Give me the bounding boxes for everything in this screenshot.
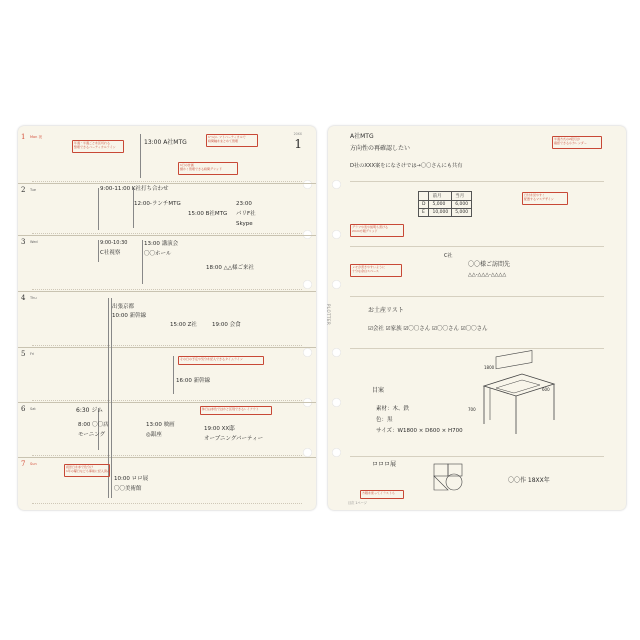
timeline-bar <box>142 240 143 284</box>
day-name: Mon 祝 <box>30 135 42 139</box>
footer-label: 目次 1ページ <box>348 501 367 505</box>
exhibit-title: ロロロ展 <box>372 461 397 468</box>
day-name: Wed <box>30 240 38 244</box>
annotation: 2mm方眼グリッド <box>352 229 378 233</box>
binder-hole <box>332 398 341 407</box>
annotation: 方眼を使ってイラストも <box>362 491 395 495</box>
entry: 6:30 ジム <box>76 407 104 414</box>
desk-dimension: 1800 <box>484 365 495 370</box>
desk-spec: サイズ：W1800 × D600 × H700 <box>376 428 463 434</box>
entry: Skype <box>236 221 253 227</box>
time-scale <box>32 398 302 401</box>
time-scale <box>32 453 302 456</box>
annotation-box <box>178 356 264 365</box>
binder-hole <box>332 348 341 357</box>
memo-line: 方向性の再確認したい <box>350 145 411 152</box>
souvenir-items: ☑会社 ☑家族 ☑〇〇さん ☑〇〇さん ☑〇〇さん <box>368 326 488 332</box>
annotation: 日付を見やすく <box>524 193 546 197</box>
annotation: 時間軸をまとめて管理 <box>208 139 239 143</box>
table-cell: E <box>419 209 429 217</box>
timeline-bar <box>133 188 134 228</box>
entry: 13:00 A社MTG <box>144 139 187 146</box>
annotation-box <box>72 140 124 153</box>
annotation: 整理できるバーティカルライン <box>74 145 116 149</box>
day-name: Sat <box>30 407 36 411</box>
day-number: 3 <box>21 238 26 246</box>
annotation-box <box>64 464 110 477</box>
table-cell: 5,000 <box>452 209 472 217</box>
annotation-box <box>552 136 602 149</box>
memo-line: 〇〇様ご訪問先 <box>468 261 511 268</box>
timeline-bar <box>140 134 141 178</box>
annotation-box <box>178 162 238 175</box>
timeline-bar <box>98 240 99 262</box>
table-cell: 6,000 <box>452 201 472 209</box>
day-number: 1 <box>21 133 26 141</box>
annotation: 配置するマスデザイン <box>524 197 554 201</box>
binder-hole <box>332 448 341 457</box>
entry: 9:00-10:30 <box>100 240 128 246</box>
entry: 19:00 会食 <box>212 322 241 328</box>
day-name: Thu <box>30 296 37 300</box>
day-row <box>18 457 316 506</box>
entry: 15:00 B社MTG <box>188 211 228 217</box>
entry: 13:00 講演会 <box>144 241 179 247</box>
entry: 16:00 新幹線 <box>176 378 211 384</box>
timeline-bar <box>111 298 112 498</box>
time-scale <box>32 231 302 234</box>
annotation: メモが書きやすいように <box>352 265 386 269</box>
time-scale <box>32 501 302 504</box>
annotation: 確認できる小カレンダー <box>554 141 587 145</box>
desk-title: 目案 <box>372 387 385 394</box>
entry: 13:00 映画 <box>146 422 175 428</box>
entry: 8:00 〇〇店 <box>78 422 109 428</box>
table-header: 前月 <box>429 192 452 201</box>
entry: ◎銀座 <box>146 432 162 438</box>
table-cell: 5,000 <box>429 201 452 209</box>
desk-dimension: 700 <box>468 407 476 412</box>
memo-title: A社MTG <box>350 133 374 140</box>
sales-table <box>418 191 472 217</box>
annotation-box <box>522 192 568 205</box>
year-label: 20XX <box>293 132 302 136</box>
annotation-box <box>350 264 402 277</box>
annotation: その日の予定や気分を記入できるタイムライン <box>180 357 243 361</box>
annotation: グラフや表や説明も書ける <box>352 225 389 229</box>
entry: 〇〇美術館 <box>114 486 142 492</box>
memo-line: C社 <box>444 253 453 259</box>
annotation: 休日は赤色でほかと区別できるレイアウト <box>202 407 259 411</box>
day-number: 6 <box>21 405 26 413</box>
entry: C社視察 <box>100 250 121 256</box>
table-header: 当月 <box>452 192 472 201</box>
rule-line <box>350 181 604 182</box>
annotation: 十分な余白スペース <box>352 269 379 273</box>
desk-spec: 素材：木、鉄 <box>376 406 410 412</box>
annotation-box <box>206 134 258 147</box>
memo-line: △△-△△△-△△△△ <box>468 272 507 278</box>
entry: 23:00 <box>236 201 252 207</box>
table-cell: 10,000 <box>429 209 452 217</box>
brand-label: PLOTTER <box>326 304 331 326</box>
annotation: 1つのレフトバーティカルで <box>208 135 246 139</box>
month-number: 1 <box>294 137 302 151</box>
day-number: 7 <box>21 460 26 468</box>
annotation: 年週・半週ごとを区切れる <box>74 141 111 145</box>
day-name: Sun <box>30 462 37 466</box>
memo-line: D社のXXX案をになさけでは→〇〇さんにも共有 <box>350 163 463 169</box>
annotation-box <box>350 224 404 237</box>
binder-hole <box>332 230 341 239</box>
day-number: 4 <box>21 294 26 302</box>
table-cell: D <box>419 201 429 209</box>
rule-line <box>350 456 604 457</box>
annotation: 1日の計画 <box>180 163 194 167</box>
entry: 18:00 △△様ご来社 <box>206 265 255 271</box>
table-header <box>419 192 429 201</box>
weekly-vertical-page <box>18 126 316 510</box>
souvenir-title: お土産リスト <box>368 307 404 314</box>
binder-hole <box>332 280 341 289</box>
time-scale <box>32 179 302 182</box>
annotation: 祝祭日を赤で色分け <box>66 465 94 469</box>
entry: 10:00 新幹線 <box>112 313 147 319</box>
memo-page <box>328 126 626 510</box>
timeline-bar <box>98 188 99 230</box>
entry: 〇〇ホール <box>144 251 172 257</box>
entry: オープニングパーティー <box>204 436 264 442</box>
entry: モーニング <box>78 432 106 438</box>
time-scale <box>32 287 302 290</box>
entry: 19:00 XX邸 <box>204 426 235 432</box>
day-name: Tue <box>30 188 36 192</box>
artwork-sketch <box>432 462 466 492</box>
day-name: Fri <box>30 352 35 356</box>
rule-line <box>350 348 604 349</box>
binder-hole <box>332 180 341 189</box>
desk-spec: 色：黒 <box>376 417 393 423</box>
entry: 10:00 ロロ展 <box>114 476 149 482</box>
annotation: 細かく管理できる時間グリッド <box>180 167 222 171</box>
day-row <box>18 291 316 348</box>
artist-label: 〇〇作 18XX年 <box>508 477 550 484</box>
annotation: 1年の曜日なども事前に記入済み <box>66 469 110 473</box>
rule-line <box>350 296 604 297</box>
entry: 出張京都 <box>112 304 135 310</box>
entry: パリF社 <box>236 211 256 217</box>
day-number: 5 <box>21 350 26 358</box>
rule-line <box>350 246 604 247</box>
desk-dimension: 600 <box>542 387 550 392</box>
timeline-bar <box>173 356 174 394</box>
annotation-box <box>200 406 272 415</box>
entry: 9:00-11:00 K社打ち合わせ <box>100 186 169 192</box>
annotation-box <box>360 490 404 499</box>
time-scale <box>32 343 302 346</box>
day-row <box>18 347 316 403</box>
entry: 12:00-ランチMTG <box>134 201 181 207</box>
day-number: 2 <box>21 186 26 194</box>
annotation: 半週方式の2段月が <box>554 137 580 141</box>
entry: 15:00 Z社 <box>170 322 197 328</box>
